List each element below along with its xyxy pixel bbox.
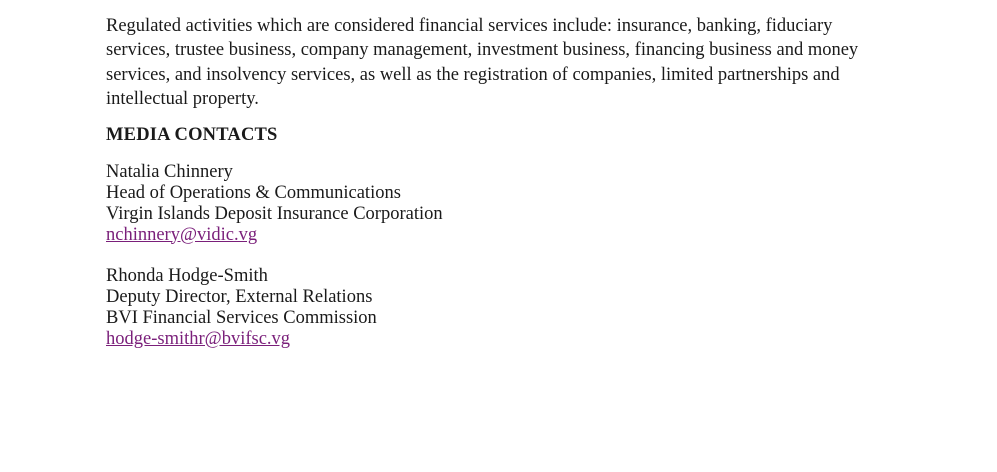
media-contacts-heading: MEDIA CONTACTS [106,125,278,146]
press-release-body [106,14,866,349]
contact-organization: Virgin Islands Deposit Insurance Corporation [106,203,443,224]
contact-email-link[interactable]: nchinnery@vidic.vg [106,224,258,245]
contact-title: Head of Operations & Communications [106,182,401,203]
contact-block [106,266,866,349]
contact-email-link[interactable]: hodge-smithr@bvifsc.vg [106,328,291,349]
contact-organization: BVI Financial Services Commission [106,307,377,328]
contact-block [106,162,866,245]
intro-paragraph: Regulated activities which are considered financial services include: insurance, banking, fiduciary services, trustee business, company management, investment business, financing business and money services, and insolvency services, as well as the registration of companies, limited partnerships and intellectual property. [106,16,859,109]
contact-name: Natalia Chinnery [106,162,233,183]
contact-title: Deputy Director, External Relations [106,286,373,307]
contact-name: Rhonda Hodge-Smith [106,266,268,287]
